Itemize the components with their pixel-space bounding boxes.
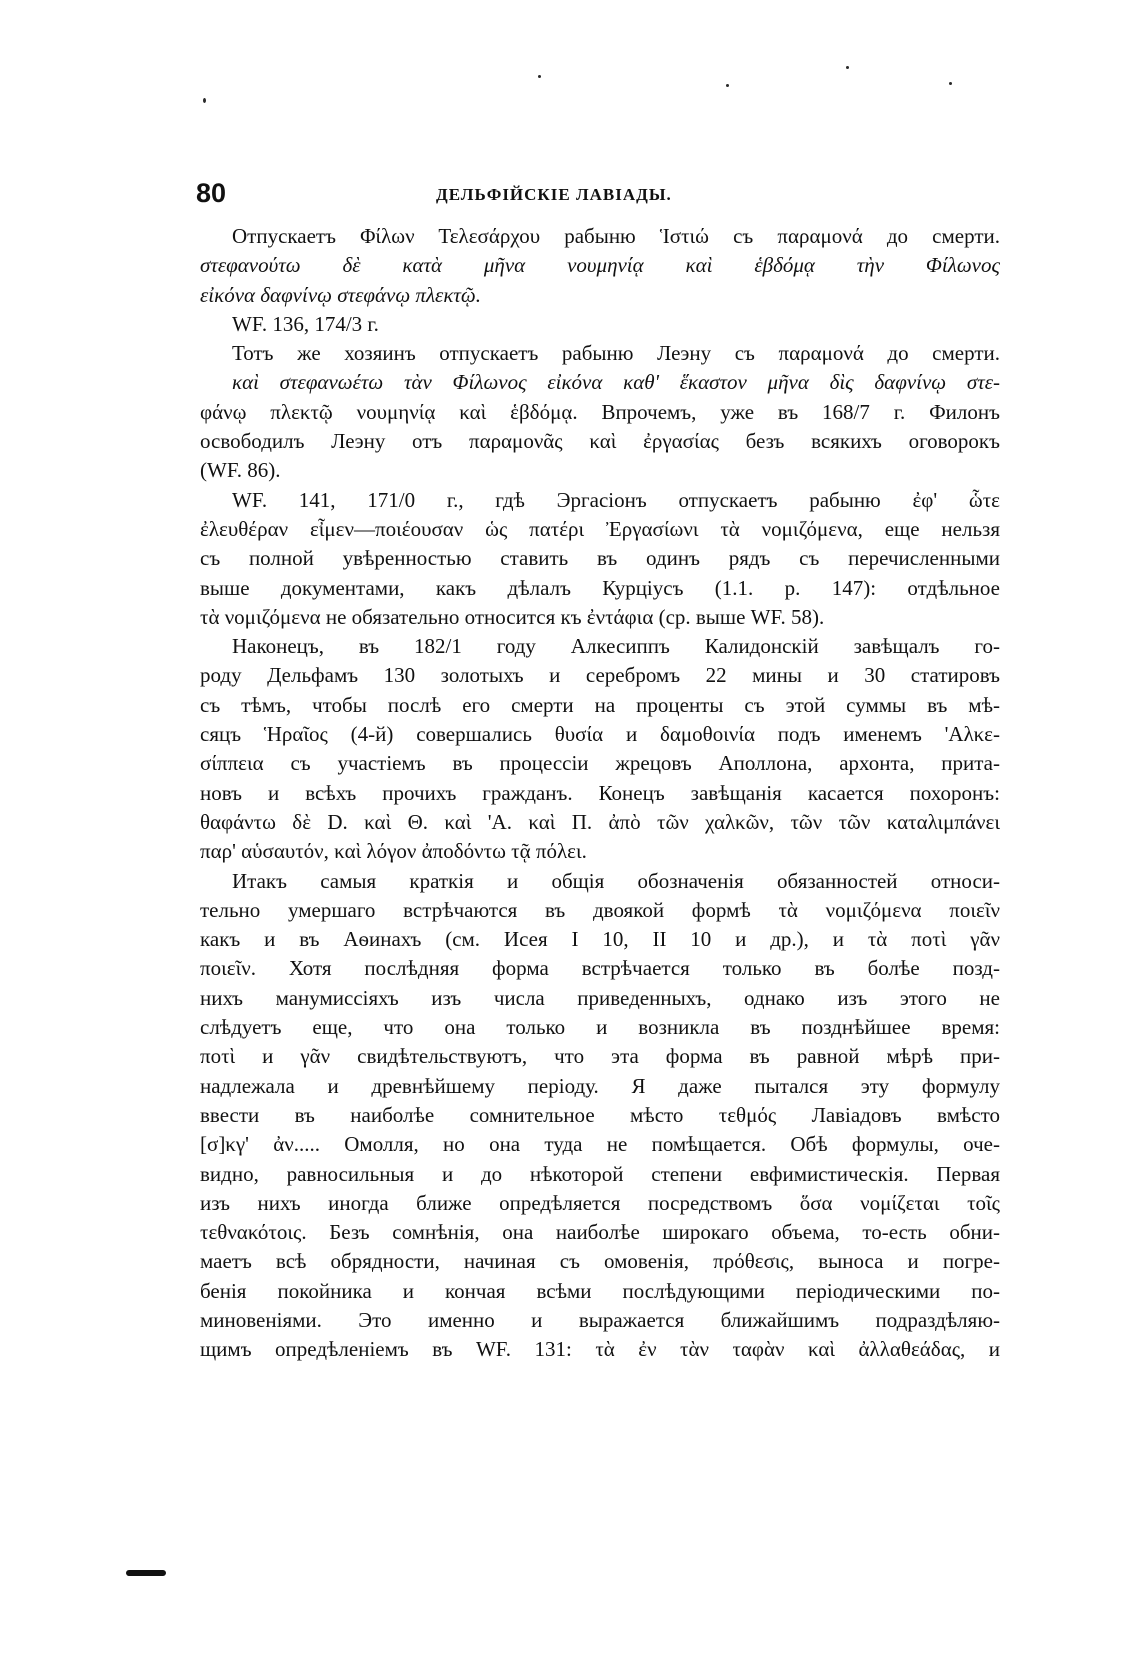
print-speck	[846, 66, 849, 69]
text-line: εἰκόνα δαφνίνῳ στεφάνῳ πλεκτῷ.	[200, 282, 481, 307]
text-line: στεφανούτω δὲ κατὰ μῆνα νουμηνίᾳ καὶ ἑβδόμᾳ τὴν Φίλωνος	[200, 253, 1000, 278]
text-line: Итакъ самыя краткія и общія обозначенія обязанностей относи-	[232, 868, 1000, 893]
text-line: миновеніями. Это именно и выражается ближайшимъ подраздѣляю-	[200, 1307, 1000, 1332]
text-line: καὶ στεφανωέτω τὰν Φίλωνος εἰκόνα καθ' ἕκαστον μῆνα δὶς δαφνίνῳ στε-	[232, 370, 1000, 395]
text-line: надлежала и древнѣйшему періоду. Я даже пытался эту формулу	[200, 1073, 1000, 1098]
text-line: сяцъ Ἡραῖος (4-й) совершались θυσία и δαμοθοινία подъ именемъ 'Αλκε-	[200, 722, 1000, 747]
text-line: σίππεια съ участіемъ въ процессіи жрецовъ Аполлона, архонта, прита-	[200, 751, 1000, 776]
text-line: тельно умершаго встрѣчаются въ двоякой формѣ τὰ νομιζόμενα ποιεῖν	[200, 897, 1000, 922]
text-line: ἐλευθέραν εἶμεν—ποιέουσαν ὡς πατέρι Ἐργασίωνι τὰ νομιζόμενα, еще нельзя	[200, 516, 1000, 541]
text-line: слѣдуетъ еще, что она только и возникла въ позднѣйшее время:	[200, 1015, 1000, 1040]
text-line: бенія покойника и кончая всѣми послѣдующими періодическими по-	[200, 1278, 1000, 1303]
text-line: [σ]κγ' ἀν..... Омолля, но она туда не помѣщается. Обѣ формулы, оче-	[200, 1132, 1000, 1157]
text-line: (WF. 86).	[200, 458, 281, 483]
text-line: съ тѣмъ, чтобы послѣ его смерти на проценты съ этой суммы въ мѣ-	[200, 692, 1000, 717]
text-line: τὰ νομιζόμενα не обязательно относится къ ἐντάφια (ср. выше WF. 58).	[200, 604, 825, 629]
print-speck	[203, 98, 206, 103]
text-line: παρ' αὑσαυτόν, καὶ λόγον ἀποδόντω τᾷ πόλει.	[200, 839, 587, 864]
text-line: ввести въ наиболѣе сомнительное мѣсто τεθμός Лавіадовъ вмѣсто	[200, 1102, 1000, 1127]
text-line: φάνῳ πλεκτῷ νουμηνίᾳ καὶ ἑβδόμᾳ. Впрочемъ, уже въ 168/7 г. Филонъ	[200, 399, 1000, 424]
text-line: щимъ опредѣленіемъ въ WF. 131: τὰ ἐν τὰν ταφὰν καὶ ἀλλαθεάδας, и	[200, 1337, 1000, 1362]
text-line: освободилъ Леэну отъ παραμονᾶς καὶ ἐργασίας безъ всякихъ оговорокъ	[200, 429, 1000, 454]
text-line: WF. 136, 174/3 г.	[232, 311, 379, 336]
text-line: роду Дельфамъ 130 золотыхъ и серебромъ 22 мины и 30 статировъ	[200, 663, 1000, 688]
text-line: съ полной увѣренностью ставить въ одинъ рядъ съ перечисленными	[200, 546, 1000, 571]
body-text	[200, 222, 1000, 1365]
text-line: WF. 141, 171/0 г., гдѣ Эргасіонъ отпускаетъ рабыню ἐφ' ὧτε	[232, 487, 1000, 512]
text-line: Тотъ же хозяинъ отпускаетъ рабыню Леэну съ παραμονά до смерти.	[232, 341, 1000, 366]
text-line: Наконецъ, въ 182/1 году Алкесиппъ Калидонскій завѣщалъ го-	[232, 634, 1000, 659]
text-line: изъ нихъ иногда ближе опредѣляется посредствомъ ὅσα νομίζεται τοῖς	[200, 1190, 1000, 1215]
text-line: θαφάντω δὲ D. καὶ Θ. καὶ 'Α. καὶ Π. ἀπὸ τῶν χαλκῶν, τῶν τῶν καταλιμπάνει	[200, 809, 1000, 834]
print-speck	[538, 75, 541, 78]
print-mark	[126, 1570, 166, 1576]
text-line: ποιεῖν. Хотя послѣдняя форма встрѣчается только въ болѣе позд-	[200, 956, 1000, 981]
print-speck	[949, 82, 952, 85]
text-line: маетъ всѣ обрядности, начиная съ омовенія, πρόθεσις, выноса и погре-	[200, 1249, 1000, 1274]
text-line: τεθνακότοις. Безъ сомнѣнія, она наиболѣе широкаго объема, то-есть обни-	[200, 1220, 1000, 1245]
text-line: видно, равносильныя и до нѣкоторой степени евфимистическія. Первая	[200, 1161, 1000, 1186]
page-header	[196, 176, 996, 210]
text-line: нихъ манумиссіяхъ изъ числа приведенныхъ, однако изъ этого не	[200, 985, 1000, 1010]
print-speck	[726, 84, 729, 87]
running-head: ДЕЛЬФІЙСКІЕ ЛАВІАДЫ.	[436, 185, 672, 204]
text-line: выше документами, какъ дѣлалъ Курціусъ (1.1. р. 147): отдѣльное	[200, 575, 1000, 600]
text-line: Отпускаетъ Φίλων Τελεσάρχου рабыню Ἱστιώ съ παραμονά до смерти.	[232, 224, 1000, 248]
text-line: новъ и всѣхъ прочихъ гражданъ. Конецъ завѣщанія касается похоронъ:	[200, 780, 1000, 805]
text-line: какъ и въ Аѳинахъ (см. Исея I 10, II 10 и др.), и τὰ ποτὶ γᾶν	[200, 927, 1000, 952]
text-line: ποτὶ и γᾶν свидѣтельствуютъ, что эта форма въ равной мѣрѣ при-	[200, 1044, 1000, 1069]
page-number: 80	[196, 178, 227, 208]
